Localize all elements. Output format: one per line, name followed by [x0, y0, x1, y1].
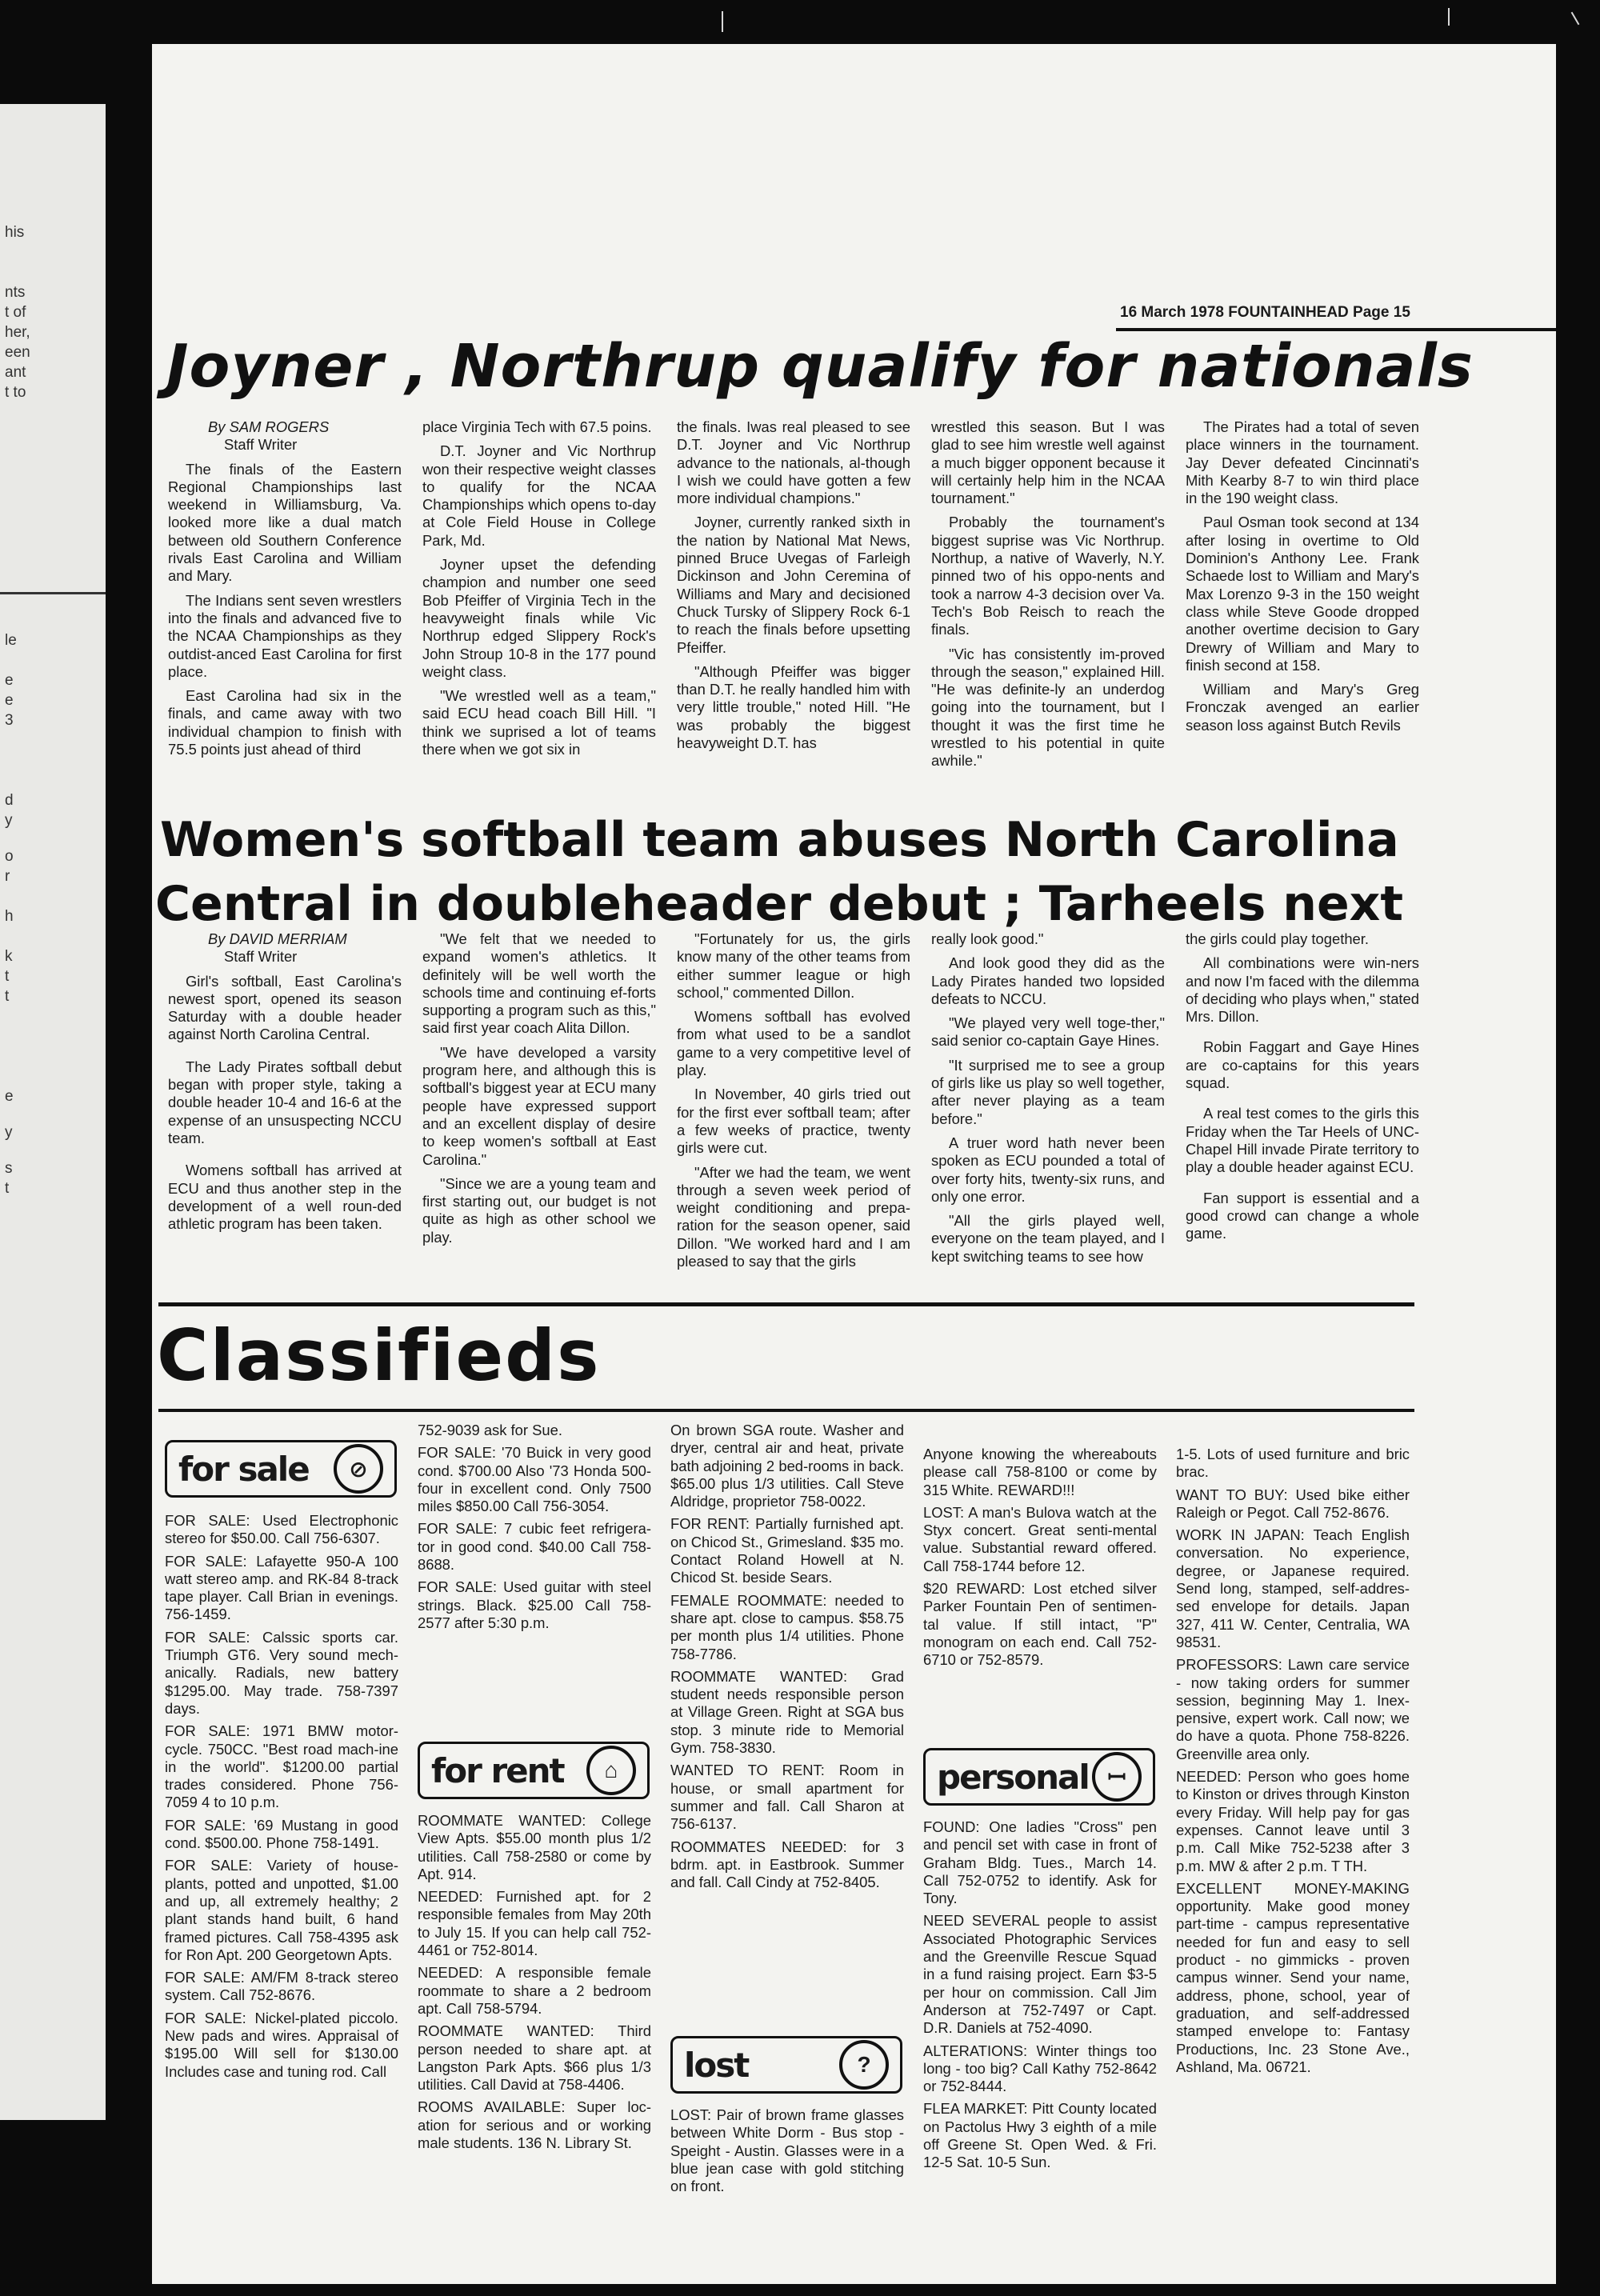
previous-page-text-fragment: s [5, 1160, 13, 1177]
classified-ad: On brown SGA route. Washer and dryer, central air and heat, private bath adjoining 2 bed-rooms in back. $65.00 plus 1/3 utilities. Call Steve Aldridge, proprietor 758-0022. [670, 1422, 904, 1510]
article1-headline: Joyner , Northrup qualify for nationals [166, 332, 1474, 401]
classified-ad: FEMALE ROOMMATE: needed to share apt. close to campus. $58.75 per month plus 1/4 utilities. Phone 758-7786. [670, 1591, 904, 1662]
article1-column-3 [677, 418, 910, 758]
article2-paragraph: really look good." [931, 930, 1044, 947]
article1-paragraph: place Virginia Tech with 67.5 poins. [422, 418, 652, 435]
article2-paragraph: Womens softball has evolved from what used to be a sandlot game to a very competitive level of play. [677, 1008, 910, 1079]
previous-page-text-fragment: t of [5, 304, 26, 321]
classified-ad: ROOMMATE WANTED: College View Apts. $55.00 month plus 1/2 utilities. Call 758-2580 or come by Apt. 914. [418, 1812, 651, 1882]
article1-paragraph: Joyner upset the defending champion and number one seed Bob Pfeiffer of Virginia Tech in the heavyweight finals while Vic Northrup edged Slippery Rock's John Stroup 10-8 in the 177 pound weight class. [422, 556, 656, 680]
newspaper-page [152, 44, 1556, 2284]
classifieds-column-4-bottom [923, 1818, 1157, 2177]
article1-column-5 [1186, 418, 1419, 741]
classified-ad: FOR SALE: 1971 BMW motor-cycle. 750CC. "Best road mach-ine in the world". $1200.00 partial trades considered. Phone 756-7059 4 to 10 p.m. [165, 1722, 398, 1811]
classified-ad: ALTERATIONS: Winter things too long - too big? Call Kathy 752-8642 or 752-8444. [923, 2042, 1157, 2095]
article1-staff-writer: Staff Writer [224, 436, 298, 454]
article2-column-2 [422, 930, 656, 1253]
classifieds-column-1 [165, 1512, 398, 2086]
classified-ad: NEEDED: A responsible female roommate to share a 2 bedroom apt. Call 758-5794. [418, 1964, 651, 2017]
previous-page-text-fragment: y [5, 1124, 13, 1141]
article2-paragraph: Fan support is essential and a good crowd can change a whole game. [1186, 1189, 1419, 1242]
article2-headline-line2: Central in doubleheader debut ; Tarheels next [155, 876, 1404, 932]
previous-page-text-fragment: ant [5, 364, 26, 381]
classified-ad: FOR SALE: Nickel-plated piccolo. New pads and wires. Appraisal of $195.00 Will sell for $130.00 Includes case and tuning rod. Call [165, 2009, 398, 2080]
film-scratch [1571, 12, 1580, 26]
classified-ad: NEED SEVERAL people to assist Associated Photographic Services and the Greenville Rescue Squad in a fund raising project. Earn $3-5 per hour on commission. Call Jim Anderson at 752-7497 or Capt. D.R. Daniels at 752-4090. [923, 1912, 1157, 2037]
section-divider [158, 1302, 1414, 1306]
article2-paragraph: the girls could play together. [1186, 930, 1370, 947]
previous-page-text-fragment: e [5, 1088, 14, 1105]
article1-paragraph: William and Mary's Greg Fronczak avenged an earlier season loss against Butch Revils [1186, 681, 1419, 734]
classified-ad: FOR SALE: Used guitar with steel strings. Black. $25.00 Call 758-2577 after 5:30 p.m. [418, 1578, 651, 1631]
article1-column-2 [422, 418, 656, 765]
ribbon-circle-icon: ꟷ [1092, 1752, 1142, 1802]
classified-ad: WANTED TO RENT: Room in house, or small apartment for summer and fall. Call Sharon at 756-6137. [670, 1762, 904, 1833]
article1-column-1 [168, 418, 402, 765]
article2-byline: By DAVID MERRIAM [208, 930, 347, 947]
classified-ad: FOR SALE: Lafayette 950-A 100 watt stereo amp. and RK-84 8-track tape player. Call Brian in evenings. 756-1459. [165, 1552, 398, 1623]
previous-page-text-fragment: e [5, 672, 14, 689]
previous-page-text-fragment: 3 [5, 712, 14, 729]
classified-ad: FOR SALE: Variety of house-plants, potted and unpotted, $1.00 and up, all extremely healthy; 2 plant stands hand built, 6 hand framed pictures. Call 758-4395 ask for Ron Apt. 200 Georgetown Apts. [165, 1857, 398, 1963]
article2-column-1 [168, 930, 402, 1239]
folio-rule [1116, 328, 1556, 331]
article2-paragraph: "All the girls played well, everyone on the team played, and I kept switching teams to see how [931, 1212, 1165, 1265]
article2-column-3 [677, 930, 910, 1277]
article1-paragraph: wrestled this season. But I was glad to see him wrestle well against a much bigger opponent because it will certainly help him in the NCAA tournament." [931, 418, 1165, 507]
for-rent-header [418, 1742, 650, 1799]
classified-ad: Anyone knowing the whereabouts please call 758-8100 or come by 315 White. REWARD!!! [923, 1446, 1157, 1498]
article2-paragraph: And look good they did as the Lady Pirates handed two lopsided defeats to NCCU. [931, 954, 1165, 1007]
previous-page-text-fragment: d [5, 792, 14, 809]
classified-ad: FOUND: One ladies "Cross" pen and pencil set with case in front of Graham Bldg. Tues., March 14. Call 752-0752 to identify. Ask for Tony. [923, 1818, 1157, 1907]
article2-paragraph: All combinations were win-ners and now I'm faced with the dilemma of deciding who plays when," stated Mrs. Dillon. [1186, 954, 1419, 1026]
previous-page-text-fragment: t [5, 988, 10, 1005]
article1-paragraph: Paul Osman took second at 134 after losing in overtime to Old Dominion's Anthony Lee. Frank Schaede lost to William and Mary's Max Lorenzo 9-3 in the 150 weight class while Steve Goode dropped another overtime decision to Gary Drewry of William and Mary to finish second at 158. [1186, 514, 1419, 674]
article1-paragraph: "We wrestled well as a team," said ECU head coach Bill Hill. "I think we suprised a lot of teams there when we got six in [422, 687, 656, 758]
classifieds-rule [158, 1409, 1414, 1412]
previous-page-text-fragment: k [5, 948, 13, 965]
article1-paragraph: "Although Pfeiffer was bigger than D.T. he really handled him with very little trouble," noted Hill. "He was probably the biggest heavyweight D.T. has [677, 662, 910, 752]
for-sale-header [165, 1440, 397, 1498]
article2-paragraph: "We played very well toge-ther," said senior co-captain Gaye Hines. [931, 1014, 1165, 1050]
previous-page-text-fragment: een [5, 344, 30, 361]
classifieds-column-2-bottom [418, 1812, 651, 2157]
question-circle-icon: ? [839, 2040, 889, 2090]
classified-ad: FOR SALE: '69 Mustang in good cond. $500.00. Phone 758-1491. [165, 1816, 398, 1852]
classified-ad: 752-9039 ask for Sue. [418, 1422, 562, 1438]
classified-ad: LOST: A man's Bulova watch at the Styx concert. Great senti-mental value. Substantial reward offered. Call 758-1744 before 12. [923, 1503, 1157, 1574]
lost-label: lost [684, 2045, 749, 2085]
previous-page-text-fragment: t [5, 1180, 10, 1197]
classified-ad: FLEA MARKET: Pitt County located on Pactolus Hwy 3 eighth of a mile off Greene St. Open Wed. & Fri. 12-5 Sat. 10-5 Sun. [923, 2100, 1157, 2171]
article2-paragraph: "After we had the team, we went through a seven week period of weight conditioning and prepa-ration for the season opener, said Dillon. "We worked hard and I am pleased to say that the girls [677, 1163, 910, 1270]
no-entry-circle-icon: ⊘ [334, 1444, 383, 1494]
classified-ad: FOR SALE: Used Electrophonic stereo for $50.00. Call 756-6307. [165, 1512, 398, 1547]
classified-ad: FOR SALE: '70 Buick in very good cond. $700.00 Also '73 Honda 500-four in excellent cond. Only 7500 miles $850.00 Call 756-3054. [418, 1444, 651, 1515]
article1-paragraph: Probably the tournament's biggest suprise was Vic Northrup. Northup, a native of Waverly, N.Y. pinned two of his oppo-nents and took a narrow 4-3 decision over Va. Tech's Bob Reisch to reach the finals. [931, 514, 1165, 638]
article1-paragraph: The Pirates had a total of seven place winners in the tournament. Jay Dever defeated Cincinnati's Mith Kearby 8-7 to win third place in the 190 weight class. [1186, 418, 1419, 507]
article2-staff-writer: Staff Writer [224, 948, 298, 966]
classified-ad: PROFESSORS: Lawn care service - now taking orders for summer session, beginning May 1. Inex-pensive, expert work. Call now; we do have a quota. Phone 758-8226. Greenville area only. [1176, 1656, 1410, 1762]
classifieds-column-3-top [670, 1422, 904, 1896]
classifieds-column-4-top [923, 1446, 1157, 1674]
classified-ad: WANT TO BUY: Used bike either Raleigh or Pegot. Call 752-8676. [1176, 1486, 1410, 1521]
classified-ad: ROOMMATE WANTED: Grad student needs responsible person at Village Green. Right at SGA bus stop. 3 minute ride to Memorial Gym. 758-3830. [670, 1667, 904, 1757]
article2-column-4 [931, 930, 1165, 1272]
classified-ad: ROOMMATE WANTED: Third person needed to share apt. at Langston Park Apts. $66 plus 1/3 utilities. Call David at 758-4406. [418, 2022, 651, 2094]
article1-column-4 [931, 418, 1165, 777]
classified-ad: FOR RENT: Partially furnished apt. on Chicod St., Grimesland. $35 mo. Contact Roland Howell at N. Chicod St. beside Sears. [670, 1515, 904, 1586]
film-scratch [722, 11, 723, 32]
previous-page-text-fragment: t [5, 968, 10, 985]
film-scratch [1448, 8, 1450, 26]
classifieds-column-5 [1176, 1446, 1410, 2081]
for-sale-label: for sale [178, 1449, 309, 1489]
previous-page-text-fragment: le [5, 632, 17, 649]
previous-page-text-fragment: his [5, 224, 25, 241]
article1-paragraph: the finals. Iwas real pleased to see D.T. Joyner and Vic Northrup advance to the nationals, al-though I wish we could have gotten a few more individual champions." [677, 418, 910, 507]
article2-column-5 [1186, 930, 1419, 1249]
article2-paragraph: "Fortunately for us, the girls know many of the other teams from either summer league or high school," commented Dillon. [677, 930, 910, 1001]
classified-ad: FOR SALE: Calssic sports car. Triumph GT6. Very sound mech-anically. Radials, new battery $1295.00. May trade. 758-7397 days. [165, 1628, 398, 1717]
article2-paragraph: "We have developed a varsity program here, and although this is softball's biggest year at ECU many people have expressed support and an excellent display of desire to keep women's softball at East Carolina." [422, 1043, 656, 1168]
classified-ad: 1-5. Lots of used furniture and bric brac. [1176, 1446, 1410, 1481]
article2-paragraph: "Since we are a young team and first starting out, our budget is not quite as high as other school we play. [422, 1174, 656, 1246]
article1-paragraph: D.T. Joyner and Vic Northrup won their respective weight classes to qualify for the NCAA Championships which opens to-day at Cole Field House in College Park, Md. [422, 442, 656, 549]
previous-page-text-fragment: e [5, 692, 14, 709]
previous-page-text-fragment: t to [5, 384, 26, 401]
article2-paragraph: In November, 40 girls tried out for the first ever softball team; after a few weeks of practice, twenty girls were cut. [677, 1086, 910, 1157]
previous-page-text-fragment: r [5, 868, 10, 885]
article1-paragraph: The finals of the Eastern Regional Championships last weekend in Williamsburg, Va. looked more like a dual match between old Southern Conference rivals East Carolina and William and Mary. [168, 460, 402, 585]
article1-paragraph: "Vic has consistently im-proved through the season," explained Hill. "He was definite-ly an underdog going into the tournament, but I thought it was the first time he wrestled to his potential in quite awhile." [931, 645, 1165, 770]
for-rent-label: for rent [431, 1750, 564, 1790]
house-circle-icon: ⌂ [586, 1746, 636, 1795]
classified-ad: ROOMS AVAILABLE: Super loc-ation for serious and or working male students. 136 N. Library St. [418, 2098, 651, 2152]
classified-ad: FOR SALE: AM/FM 8-track stereo system. Call 752-8676. [165, 1969, 398, 2004]
classifieds-column-2-top [418, 1422, 651, 1637]
previous-page-edge [0, 104, 106, 2120]
classified-ad: LOST: Pair of brown frame glasses between White Dorm - Bus stop - Speight - Austin. Glasses were in a blue jean case with gold stitching on front. [670, 2106, 904, 2195]
article2-paragraph: A truer word hath never been spoken as ECU pounded a total of over forty hits, twenty-six runs, and only one error. [931, 1134, 1165, 1205]
classified-ad: NEEDED: Person who goes home to Kinston or drives through Kinston every Friday. Will help pay for gas expenses. Cannot leave until 3 p.m. Call Mike 752-5238 after 3 p.m. MW & after 2 p.m. T TH. [1176, 1768, 1410, 1874]
classified-ad: EXCELLENT MONEY-MAKING opportunity. Make good money part-time - campus representative needed for fun and easy to sell product - no gimmicks - proven campus winner. Send your name, address, phone, school, year of graduation, and self-addressed stamped envelope to: Fantasy Productions, Inc. 23 Stone Ave., Ashland, Ma. 06721. [1176, 1879, 1410, 2075]
article1-byline: By SAM ROGERS [208, 418, 330, 435]
previous-page-text-fragment: h [5, 908, 14, 925]
article2-paragraph: "We felt that we needed to expand women's athletics. It definitely will be well worth the schools time and continuing ef-forts supporting a program such as this," said first year coach Alita Dillon. [422, 930, 656, 1037]
classified-ad: NEEDED: Furnished apt. for 2 responsible females from May 20th to July 15. If you can help call 752-4461 or 752-8014. [418, 1888, 651, 1959]
previous-page-rule [0, 592, 106, 594]
classifieds-column-3-bottom [670, 2106, 904, 2200]
article1-paragraph: The Indians sent seven wrestlers into the finals and advanced five to the NCAA Championships as they outdist-anced East Carolina for first place. [168, 591, 402, 680]
previous-page-text-fragment: o [5, 848, 14, 865]
classified-ad: $20 REWARD: Lost etched silver Parker Fountain Pen of sentimen-tal value. If still intact, "P" monogram on each end. Call 752-6710 or 752-8579. [923, 1580, 1157, 1669]
article2-paragraph: The Lady Pirates softball debut began with proper style, taking a double header 10-4 and 16-6 at the expense of an unsuspecting NCCU team. [168, 1058, 402, 1146]
personal-header [923, 1748, 1155, 1806]
page-folio: 16 March 1978 FOUNTAINHEAD Page 15 [1120, 304, 1410, 321]
article2-headline-line1: Women's softball team abuses North Carolina [160, 812, 1399, 868]
previous-page-text-fragment: y [5, 812, 13, 829]
article2-paragraph: Robin Faggart and Gaye Hines are co-captains for this years squad. [1186, 1038, 1419, 1092]
lost-header [670, 2036, 902, 2094]
classifieds-title: Classifieds [157, 1314, 601, 1397]
article2-paragraph: "It surprised me to see a group of girls like us play so well together, after never playing as a team before." [931, 1056, 1165, 1127]
article2-paragraph: Womens softball has arrived at ECU and thus another step in the development of a well roun-ded athletic program has been taken. [168, 1162, 402, 1233]
previous-page-text-fragment: nts [5, 284, 26, 301]
classified-ad: FOR SALE: 7 cubic feet refrigera-tor in good cond. $40.00 Call 758-8688. [418, 1520, 651, 1574]
article2-paragraph: A real test comes to the girls this Friday when the Tar Heels of UNC-Chapel Hill invade Pirate territory to play a double header against ECU. [1186, 1105, 1419, 1176]
article1-paragraph: East Carolina had six in the finals, and came away with two individual champion to finish with 75.5 points just ahead of third [168, 687, 402, 758]
previous-page-text-fragment: her, [5, 324, 30, 341]
article2-paragraph: Girl's softball, East Carolina's newest sport, opened its season Saturday with a double header against North Carolina Central. [168, 972, 402, 1043]
article1-paragraph: Joyner, currently ranked sixth in the nation by National Mat News, pinned Bruce Uvegas of Farleigh Dickinson and John Ceremina of Williams and Mary and decisioned Chuck Tursky of Slippery Rock 6-1 to reach the finals before upsetting Pfeiffer. [677, 514, 910, 656]
classified-ad: ROOMMATES NEEDED: for 3 bdrm. apt. in Eastbrook. Summer and fall. Call Cindy at 752-8405. [670, 1838, 904, 1891]
personal-label: personal [937, 1757, 1089, 1797]
classified-ad: WORK IN JAPAN: Teach English conversation. No experience, degree, or Japanese required. Send long, stamped, self-addres-sed envelope for details. Japan 327, 411 W. Center, Centralia, WA 98531. [1176, 1526, 1410, 1650]
